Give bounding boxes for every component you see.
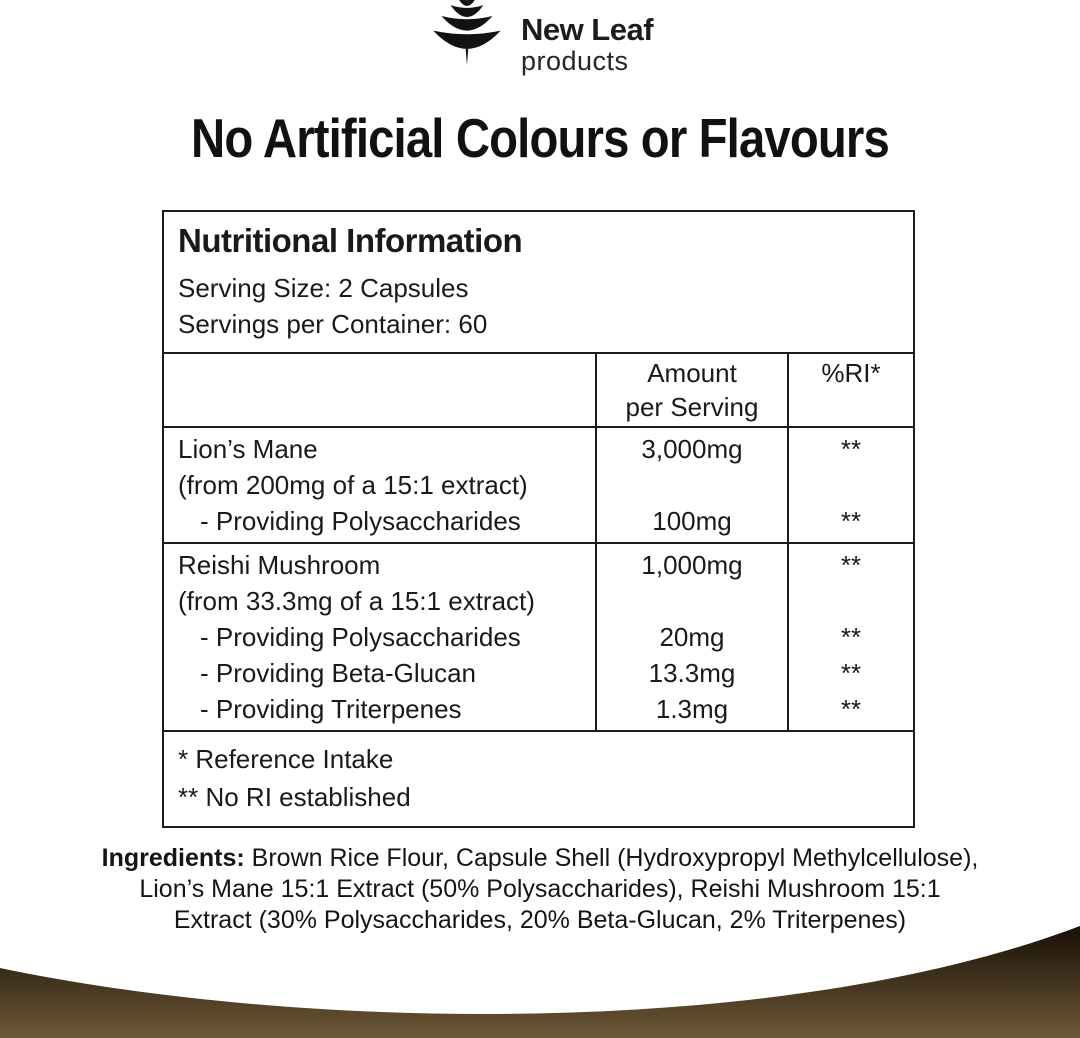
row-ri: ** (840, 658, 862, 688)
bottom-wave (0, 918, 1080, 1038)
section-ri-values (787, 544, 913, 730)
brand-logo (427, 0, 653, 78)
column-header-amount: Amount per Serving (595, 354, 787, 426)
main-heading: No Artificial Colours or Flavours (191, 107, 889, 169)
row-amount: 1,000mg (641, 550, 743, 580)
footnote-no-ri: ** No RI established (178, 782, 411, 812)
section-amounts (595, 544, 787, 730)
tree-icon (427, 0, 507, 78)
ingredients-text: Brown Rice Flour, Capsule Shell (Hydroxypropyl Methylcellulose), Lion’s Mane 15:1 Extract (50% Polysaccharides), Reishi Mushroom 15:1 Extract (30% Polysaccharides, 20% Beta-Glucan, 2% Triterpenes) (139, 844, 979, 934)
row-name: (from 200mg of a 15:1 extract) (178, 470, 528, 500)
row-amount: 3,000mg (641, 434, 743, 464)
row-amount: 100mg (652, 506, 732, 536)
section-amounts (595, 428, 787, 542)
row-name: - Providing Polysaccharides (200, 622, 521, 652)
row-ri: ** (840, 550, 862, 580)
row-name: Lion’s Mane (178, 434, 318, 464)
row-ri (789, 583, 913, 619)
row-ri: ** (840, 622, 862, 652)
brand-name: New Leaf (520, 12, 654, 47)
row-amount: 13.3mg (648, 658, 736, 688)
table-footnotes (164, 732, 913, 826)
row-amount: 1.3mg (655, 694, 729, 724)
table-header (164, 212, 913, 354)
row-ri: ** (840, 506, 862, 536)
table-section-lions-mane (164, 428, 913, 544)
row-amount: 20mg (659, 622, 725, 652)
footnote-reference-intake: * Reference Intake (178, 744, 394, 774)
row-amount (597, 583, 787, 619)
section-names (164, 544, 595, 730)
row-ri (789, 467, 913, 503)
brand-subtitle: products (520, 46, 629, 76)
serving-size: Serving Size: 2 Capsules (178, 273, 469, 303)
brand-text (521, 14, 653, 75)
column-header-empty (164, 354, 595, 426)
column-header-ri: %RI* (787, 354, 913, 426)
section-names (164, 428, 595, 542)
row-amount (597, 467, 787, 503)
row-name: Reishi Mushroom (178, 550, 381, 580)
row-name: (from 33.3mg of a 15:1 extract) (178, 586, 535, 616)
table-title: Nutritional Information (178, 222, 523, 259)
row-ri: ** (840, 434, 862, 464)
section-ri-values (787, 428, 913, 542)
ingredients-label: Ingredients: (101, 844, 245, 872)
servings-per-container: Servings per Container: 60 (178, 309, 488, 339)
row-name: - Providing Beta-Glucan (200, 658, 477, 688)
nutrition-table (162, 210, 915, 828)
row-name: - Providing Polysaccharides (200, 506, 521, 536)
row-name: - Providing Triterpenes (200, 694, 462, 724)
column-header-row (164, 354, 913, 428)
row-ri: ** (840, 694, 862, 724)
table-section-reishi (164, 544, 913, 732)
